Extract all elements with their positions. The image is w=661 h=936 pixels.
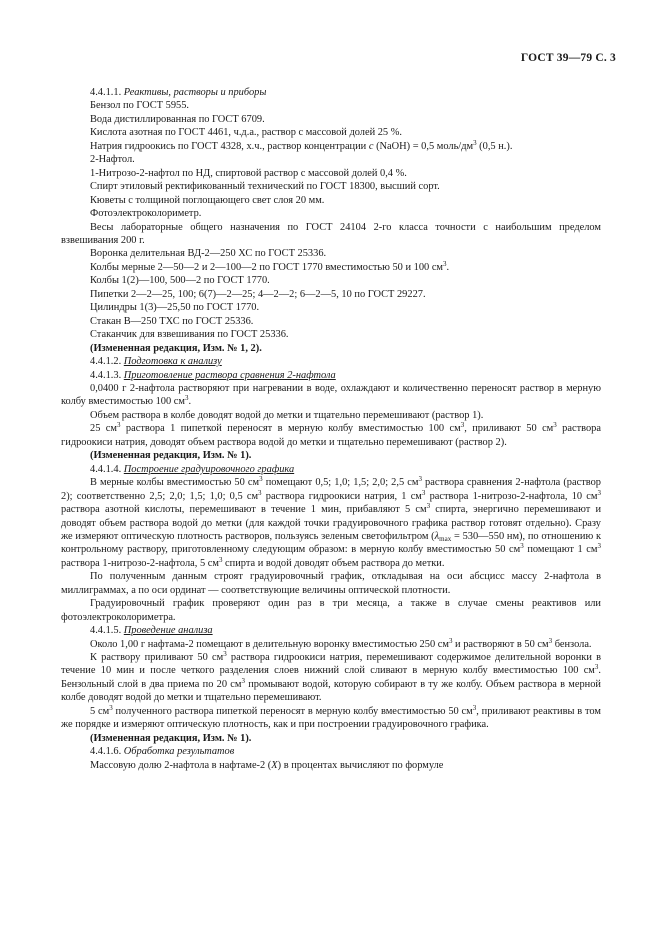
reagent-line-naoh: Натрия гидроокись по ГОСТ 4328, х.ч., раствор концентрации с (NaOH) = 0,5 моль/$дм^3$ (0,5 н.). [90,138,513,152]
reagent-line: Бензол по ГОСТ 5955. [90,100,190,112]
section-4-4-1-6-heading: 4.4.1.6. Обработка результатов [90,746,235,758]
equipment-line: Пипетки 2—2—25, 100; 6(7)—2—25; 4—2—2; 6—2—5, 10 по ГОСТ 29227. [90,288,426,300]
section-title: Подготовка к анализу [123,356,222,368]
equipment-line-flasks: Колбы мерные 2—50—2 и 2—100—2 по ГОСТ 1770 вместимостью 50 и 100 $см^3$. [90,259,450,273]
equipment-line: Стаканчик для взвешивания по ГОСТ 25336. [90,329,289,341]
section-title: Проведение анализа [123,625,213,637]
document-body [61,86,601,772]
revision-note: (Измененная редакция, Изм. № 1). [90,732,252,744]
equipment-line: Воронка делительная ВД-2—250 ХС по ГОСТ 25336. [90,248,327,260]
reagent-line: Кюветы с толщиной поглощающего свет слоя 20 мм. [90,194,325,206]
reagent-line: 2-Нафтол. [90,154,135,166]
reagent-line: Вода дистиллированная по ГОСТ 6709. [90,113,265,125]
section-title: Приготовление раствора сравнения 2-нафтола [123,369,336,381]
reagent-line: Фотоэлектроколориметр. [90,208,202,220]
paragraph-calibration: В мерные колбы вместимостью 50 $см^3$ помещают 0,5; 1,0; 1,5; 2,0; 2,5 $см^3$ раствора сравнения 2-нафтола (раствор 2); соответственно 2,5; 2,0; 1,5; 1,0; 0,5 $см^3$ раствора гидроокиси натрия, 1 $см^3$ раствора 1-нитрозо-2-нафтола, 10 $см^3$ раствора азотной кислоты, перемешивают в течение 1 мин, прибавляют 5 $см^3$ спирта, энергично перемешивают и доводят объем раствора водой до метки (для каждой точки градуировочного графика раствор готовят отдельно). Сразу же измеряют оптическую плотность растворов, пользуясь зеленым светофильтром ($\lambda_{max}$ = 530—550 нм), по отношению к контрольному раствору, приготовленному следующим образом: в мерную колбу вместимостью 50 $см^3$ помещают 1 $см^3$ раствора 1-нитрозо-2-нафтола, 5 $см^3$ спирта и водой доводят объем раствора до метки. [61,475,602,569]
section-title: Обработка результатов [123,746,235,758]
paragraph-reference-solution: 0,0400 г 2-нафтола растворяют при нагревании в воде, охлаждают и количественно переносят раствор в мерную колбу вместимостью 100 $см^3$. [61,382,601,408]
reagent-line: 1-Нитрозо-2-нафтол по НД, спиртовой раствор с массовой долей 0,4 %. [90,167,407,179]
paragraph-analysis-2: К раствору приливают 50 $см^3$ раствора гидроокиси натрия, перемешивают содержимое делительной воронки в течение 10 мин и после четкого разделения слоев нижний слой сливают в мерную колбу вместимостью 100 $см^3$. Бензольный слой в два приема по 20 $см^3$ промывают водой, которую собирают в ту же колбу. Объем раствора в мерной колбе доводят водой до метки и тщательно перемешивают. [61,650,601,704]
paragraph-graph-check: Градуировочный график проверяют один раз в три месяца, а также в случае смены реактивов или фотоэлектроколориметра. [61,598,601,623]
section-title: Реактивы, растворы и приборы [123,87,267,98]
page-header: ГОСТ 39—79 С. 3 [520,52,616,64]
section-4-4-1-1-heading [61,86,601,99]
revision-note: (Измененная редакция, Изм. № 1). [90,450,252,462]
paragraph-graph: По полученным данным строят градуировочный график, откладывая на оси абсцисс массу 2-нафтола в миллиграммах, а по оси ординат — соответствующие величины оптической плотности. [61,571,601,596]
section-number: 4.4.1.1. [90,87,122,98]
reagent-line: Спирт этиловый ректификованный технический по ГОСТ 18300, высший сорт. [90,181,440,193]
revision-note: (Измененная редакция, Изм. № 1, 2). [90,342,262,354]
equipment-line: Стакан В—250 ТХС по ГОСТ 25336. [90,315,254,327]
equipment-line: Цилиндры 1(3)—25,50 по ГОСТ 1770. [90,302,260,314]
equipment-line: Колбы 1(2)—100, 500—2 по ГОСТ 1770. [90,275,270,287]
scales-paragraph: Весы лабораторные общего назначения по ГОСТ 24104 2-го класса точности с наибольшим пределом взвешивания 200 г. [61,221,601,246]
section-title: Построение градуировочного графика [123,463,295,475]
section-4-4-1-5-heading: 4.4.1.5. Проведение анализа [90,625,213,637]
paragraph-solution-2: 25 $см^3$ раствора 1 пипеткой переносят в мерную колбу вместимостью 100 $см^3$, приливают 50 $см^3$ раствора гидроокиси натрия, доводят объем раствора водой до метки и тщательно перемешивают (раствор 2). [61,421,601,448]
section-4-4-1-4-heading: 4.4.1.4. Построение градуировочного графика [90,463,295,475]
paragraph-analysis-1: Около 1,00 г нафтама-2 помещают в делительную воронку вместимостью 250 $см^3$ и растворяют в 50 $см^3$ бензола. [90,636,592,650]
section-4-4-1-2-heading: 4.4.1.2. Подготовка к анализу [90,356,222,368]
paragraph-formula-intro: Массовую долю 2-нафтола в нафтаме-2 (X) в процентах вычисляют по формуле [90,759,444,771]
paragraph-solution-1: Объем раствора в колбе доводят водой до метки и тщательно перемешивают (раствор 1). [90,409,484,421]
paragraph-analysis-3: 5 $см^3$ полученного раствора пипеткой переносят в мерную колбу вместимостью 50 $см^3$, приливают реактивы в том же порядке и измеряют оптическую плотность, как и при построении градуировочного графика. [61,703,601,731]
section-4-4-1-3-heading: 4.4.1.3. Приготовление раствора сравнения 2-нафтола [90,369,336,381]
reagent-line: Кислота азотная по ГОСТ 4461, ч.д.а., раствор с массовой долей 25 %. [90,127,402,139]
